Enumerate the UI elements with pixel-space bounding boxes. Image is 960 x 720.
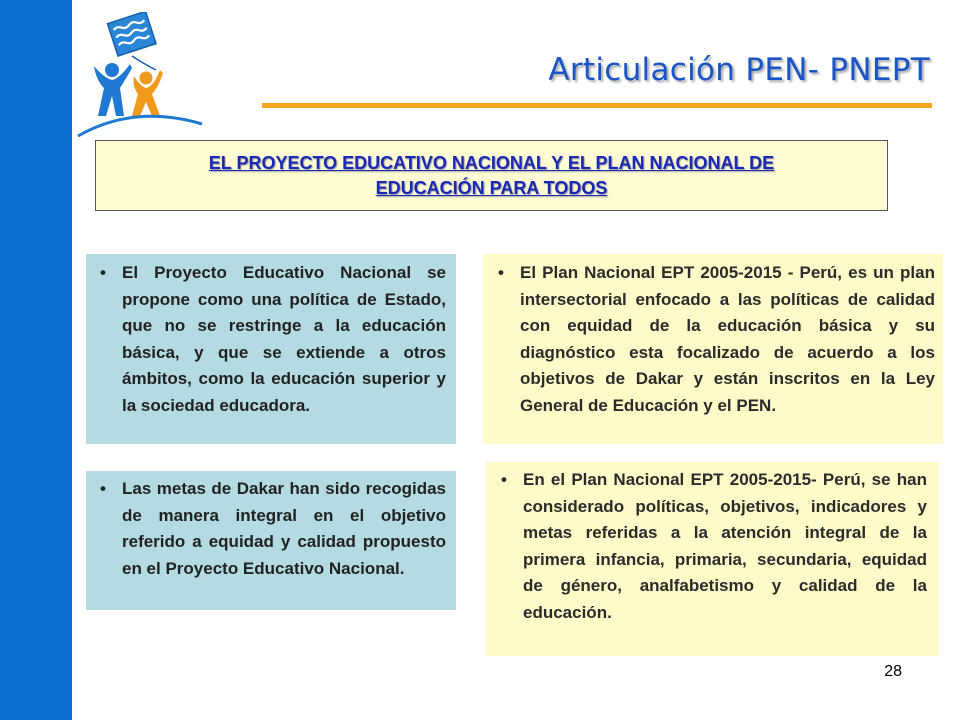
plan-ept-policies-box: [486, 462, 939, 656]
children-with-kite-logo-icon: [74, 12, 214, 142]
bullet-marker: •: [498, 263, 504, 282]
plan-ept-intersectorial-box: [483, 254, 943, 444]
title-underline-rule: [262, 103, 932, 108]
dakar-goals-text: Las metas de Dakar han sido recogidas de manera integral en el objetivo referido a equidad y calidad propuesto en el Proyecto Educativo Nacional.: [122, 479, 446, 578]
page-number: 28: [884, 663, 902, 680]
pen-policy-box: [86, 254, 456, 444]
banner-text: [209, 151, 774, 201]
bullet-marker: •: [501, 470, 507, 489]
bullet-marker: •: [100, 479, 106, 498]
section-banner: [95, 140, 888, 211]
pen-policy-text: El Proyecto Educativo Nacional se propone como una política de Estado, que no se restringe a la educación básica, y que se extiende a otros ámbitos, como la educación superior y la sociedad educadora.: [122, 263, 446, 415]
left-sidebar-bar: [0, 0, 72, 720]
bullet-marker: •: [100, 263, 106, 282]
plan-ept-intersectorial-text: El Plan Nacional EPT 2005-2015 - Perú, es un plan intersectorial enfocado a las políticas de calidad con equidad de la educación básica y su diagnóstico esta focalizado de acuerdo a los objetivos de Dakar y están inscritos en la Ley General de Educación y el PEN.: [520, 263, 935, 415]
banner-line-2: EDUCACIÓN PARA TODOS: [375, 177, 608, 198]
banner-line-1: EL PROYECTO EDUCATIVO NACIONAL Y EL PLAN NACIONAL DE: [208, 152, 775, 173]
slide-title: Articulación PEN- PNEPT: [548, 52, 930, 88]
dakar-goals-box: [86, 471, 456, 610]
plan-ept-policies-text: En el Plan Nacional EPT 2005-2015- Perú, se han considerado políticas, objetivos, indicadores y metas referidas a la atención integral de la primera infancia, primaria, secundaria, equidad de género, analfabetismo y calidad de la educación.: [523, 470, 927, 622]
